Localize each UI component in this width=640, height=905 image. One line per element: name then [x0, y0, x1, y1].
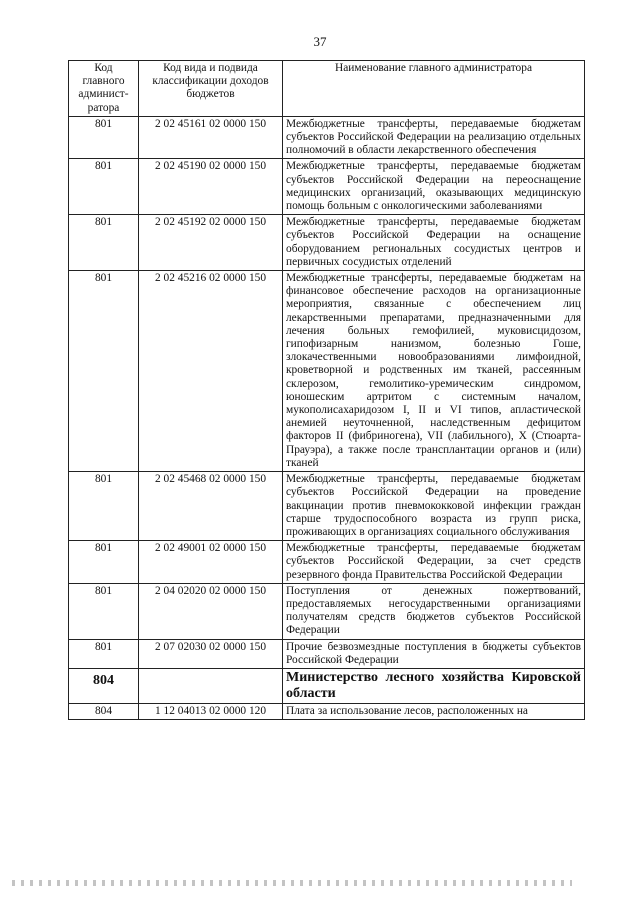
admin-code-cell: 801 [69, 116, 139, 159]
header-admin-code: Код главного админист-ратора [69, 61, 139, 117]
scan-artifact-line [12, 880, 572, 886]
table-row [69, 472, 585, 541]
classification-code-cell: 2 02 45190 02 0000 150 [139, 159, 283, 215]
ministry-name-cell: Министерство лесного хозяйства Кировской области [283, 668, 585, 703]
header-administrator-name: Наименование главного администратора [283, 61, 585, 117]
table-row [69, 703, 585, 719]
table-row [69, 271, 585, 472]
classification-code-cell: 2 02 45192 02 0000 150 [139, 215, 283, 271]
administrator-name-cell: Прочие безвозмездные поступления в бюджеты субъектов Российской Федерации [283, 639, 585, 668]
administrator-name-cell: Межбюджетные трансферты, передаваемые бюджетам субъектов Российской Федерации на реализацию отдельных полномочий в области лекарственного обеспечения [283, 116, 585, 159]
admin-code-cell: 801 [69, 159, 139, 215]
administrator-name-cell: Межбюджетные трансферты, передаваемые бюджетам субъектов Российской Федерации на переоснащение медицинских организаций, оказывающих медицинскую помощь больным с онкологическими заболеваниями [283, 159, 585, 215]
table-header-row [69, 61, 585, 117]
administrator-name-cell: Межбюджетные трансферты, передаваемые бюджетам субъектов Российской Федерации на проведение вакцинации против пневмококковой инфекции граждан старше трудоспособного возраста из групп риска, проживающих в организациях социального обслуживания [283, 472, 585, 541]
table-row [69, 639, 585, 668]
table-row [69, 159, 585, 215]
table-row [69, 215, 585, 271]
administrator-name-cell: Плата за использование лесов, расположенных на [283, 703, 585, 719]
admin-code-cell: 801 [69, 639, 139, 668]
classification-code-cell: 2 02 45468 02 0000 150 [139, 472, 283, 541]
revenue-codes-table [68, 60, 585, 720]
classification-code-cell: 2 07 02030 02 0000 150 [139, 639, 283, 668]
header-classification-code: Код вида и подвида классификации доходов бюджетов [139, 61, 283, 117]
classification-code-cell: 2 02 45161 02 0000 150 [139, 116, 283, 159]
admin-code-cell: 804 [69, 668, 139, 703]
administrator-name-cell: Межбюджетные трансферты, передаваемые бюджетам субъектов Российской Федерации на оснащение оборудованием региональных сосудистых центров и первичных сосудистых отделений [283, 215, 585, 271]
table-row [69, 541, 585, 584]
administrator-name-cell: Межбюджетные трансферты, передаваемые бюджетам на финансовое обеспечение расходов на организационные мероприятия, связанные с обеспечением лиц лекарственными препаратами, предназначенными для лечения больных гемофилией, муковисцидозом, гипофизарным нанизмом, болезнью Гоше, злокачественными новообразованиями лимфоидной, кроветворной и родственных им тканей, рассеянным склерозом, гемолитико-уремическим синдромом, юношеским артритом с системным началом, мукополисахаридозом I, II и VI типов, апластической анемией неуточненной, наследственным дефицитом факторов II (фибриногена), VII (лабильного), X (Стюарта-Прауэра), а также после трансплантации органов и (или) тканей [283, 271, 585, 472]
table-row [69, 583, 585, 639]
admin-code-cell: 801 [69, 541, 139, 584]
admin-code-cell: 801 [69, 215, 139, 271]
page-number: 37 [313, 34, 327, 49]
admin-code-cell: 801 [69, 472, 139, 541]
classification-code-cell: 2 02 45216 02 0000 150 [139, 271, 283, 472]
administrator-name-cell: Межбюджетные трансферты, передаваемые бюджетам субъектов Российской Федерации, за счет средств резервного фонда Правительства Российской Федерации [283, 541, 585, 584]
classification-code-cell: 2 02 49001 02 0000 150 [139, 541, 283, 584]
admin-code-cell: 804 [69, 703, 139, 719]
ministry-heading-row [69, 668, 585, 703]
administrator-name-cell: Поступления от денежных пожертвований, предоставляемых негосударственными организациями получателям средств бюджетов субъектов Российской Федерации [283, 583, 585, 639]
admin-code-cell: 801 [69, 271, 139, 472]
table-row [69, 116, 585, 159]
classification-code-cell [139, 668, 283, 703]
classification-code-cell: 2 04 02020 02 0000 150 [139, 583, 283, 639]
classification-code-cell: 1 12 04013 02 0000 120 [139, 703, 283, 719]
admin-code-cell: 801 [69, 583, 139, 639]
